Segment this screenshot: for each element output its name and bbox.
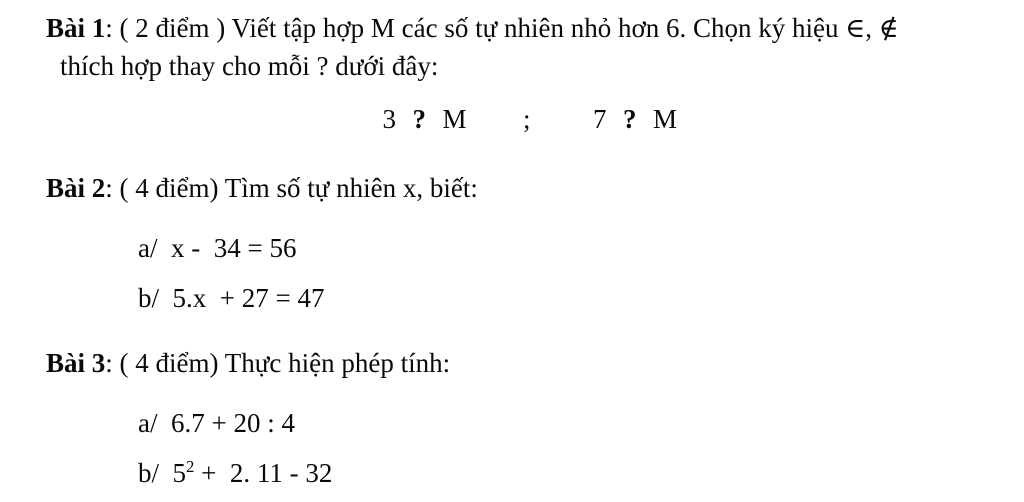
exercise-3-label: Bài 3 xyxy=(46,347,106,378)
exercise-2-text-1: : ( 4 điểm) Tìm số tự nhiên x, biết: xyxy=(105,172,478,203)
exercise-2-label: Bài 2 xyxy=(46,172,106,203)
term-1: 3 xyxy=(382,103,397,134)
set-line-separator: ; xyxy=(522,103,531,134)
set-symbol-2: M xyxy=(653,103,678,134)
set-symbol-1: M xyxy=(442,103,467,134)
exercise-2-item-a: a/ x - 34 = 56 xyxy=(138,233,297,264)
question-mark-1: ? xyxy=(412,103,427,134)
exercise-1-line-1 xyxy=(46,9,994,47)
document-page xyxy=(0,9,1024,502)
question-mark-2: ? xyxy=(623,103,637,134)
exercise-3-item-a: a/ 6.7 + 20 : 4 xyxy=(138,408,295,439)
exercise-1 xyxy=(0,9,1024,139)
exercise-3-text-1: : ( 4 điểm) Thực hiện phép tính: xyxy=(105,347,451,378)
exercise-1-text-1: : ( 2 điểm ) Viết tập hợp M các số tự nhiên nhỏ hơn 6. Chọn ký hiệu ∈, ∉ xyxy=(105,13,899,43)
exercise-3 xyxy=(0,344,1024,493)
term-2: 7 xyxy=(593,103,607,134)
exercise-2-line-1 xyxy=(46,169,994,207)
exercise-2 xyxy=(0,169,1024,318)
exercise-3-line-1 xyxy=(46,344,994,382)
exercise-3-item-b-prefix: b/ 5 xyxy=(138,458,187,489)
exercise-3-item-b-rest: + 2. 11 - 32 xyxy=(194,458,333,489)
exercise-2-item-b: b/ 5.x + 27 = 47 xyxy=(138,283,325,314)
exercise-1-set-line xyxy=(46,100,994,139)
exercise-3-item-b xyxy=(46,454,994,492)
exercise-3-item-b-exponent: 2 xyxy=(186,457,195,477)
exercise-1-line-2: thích hợp thay cho mỗi ? dưới đây: xyxy=(60,51,439,82)
exercise-1-label: Bài 1 xyxy=(46,13,106,43)
